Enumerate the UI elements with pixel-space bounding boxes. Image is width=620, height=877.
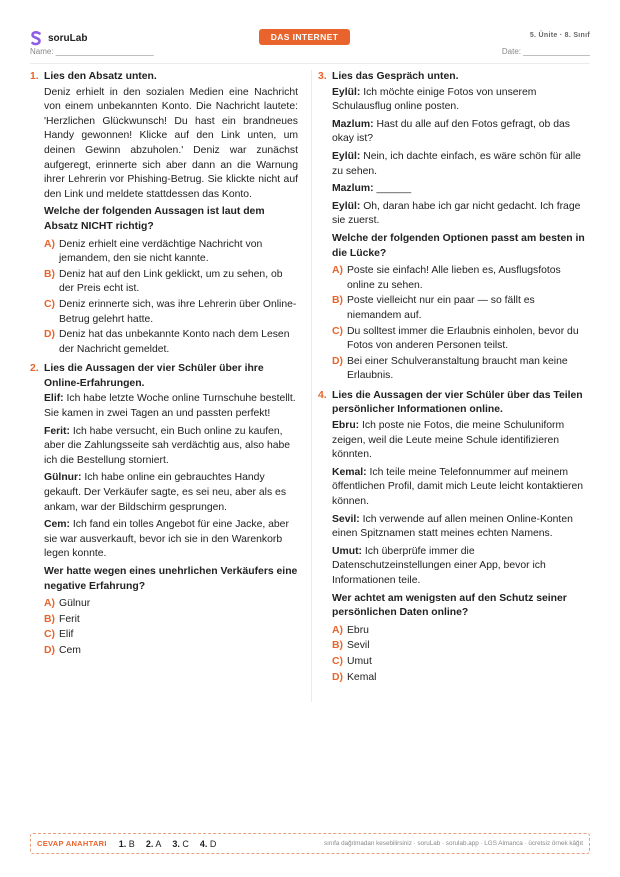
dialogue-line <box>332 86 586 115</box>
question-prompt: Wer hatte wegen eines unehrlichen Verkäufers eine negative Erfahrung? <box>44 566 298 592</box>
footer-note: sınıfa dağıtmadan kesebilirsiniz · soruLab · sorulab.app · LGS Almanca · ücretsiz örnek kâğıt <box>324 840 583 847</box>
option-text: Kemal <box>347 671 377 683</box>
answer-option-a[interactable] <box>44 238 298 267</box>
option-text: Deniz erinnerte sich, was ihre Lehrerin über Online-Betrug gelehrt hatte. <box>59 298 297 325</box>
statement-text: Ich habe letzte Woche online Turnschuhe bestellt. Sie kamen in zwei Tagen an und passten perfekt! <box>44 393 296 420</box>
left-column <box>30 70 298 664</box>
option-letter: A) <box>332 265 343 277</box>
option-letter: C) <box>44 298 55 310</box>
option-text: Cem <box>59 644 81 656</box>
speaker-name: Mazlum: <box>332 183 374 195</box>
statement <box>44 392 298 421</box>
statement-text: Ich fand ein tolles Angebot für eine Jacke, aber sie war ausverkauft, bevor ich sie in den Warenkorb legen konnte. <box>44 519 289 560</box>
brand-name: soruLab <box>48 33 88 44</box>
question-3 <box>318 70 586 384</box>
question-2 <box>30 362 298 658</box>
speaker-name: Ferit: <box>44 425 70 437</box>
answer-key-item <box>119 839 135 849</box>
statement <box>332 419 586 463</box>
question-title: Lies die Aussagen der vier Schüler über ihre Online-Erfahrungen. <box>44 363 264 389</box>
dialogue-line <box>332 150 586 179</box>
question-number: 4. <box>318 389 327 401</box>
option-letter: C) <box>332 655 343 667</box>
answer-value: C <box>182 838 189 849</box>
option-letter: B) <box>332 640 343 652</box>
option-letter: B) <box>44 268 55 280</box>
option-text: Ferit <box>59 613 80 625</box>
question-prompt: Wer achtet am wenigsten auf den Schutz seiner persönlichen Daten online? <box>332 592 567 619</box>
question-1 <box>30 70 298 357</box>
answer-option-d[interactable] <box>332 671 586 686</box>
option-text: Poste sie einfach! Alle lieben es, Ausflugsfotos online zu sehen. <box>347 265 561 291</box>
option-letter: C) <box>332 325 343 337</box>
speaker-name: Mazlum: <box>332 118 374 130</box>
option-letter: D) <box>44 329 55 341</box>
statement <box>332 513 586 542</box>
unit-grade-label: 5. Ünite · 8. Sınıf <box>529 32 590 39</box>
topic-badge: DAS INTERNET <box>259 29 350 45</box>
answer-key-title: CEVAP ANAHTARI <box>37 839 107 848</box>
option-text: Elif <box>59 629 74 641</box>
option-text: Umut <box>347 655 372 667</box>
option-letter: D) <box>332 671 343 683</box>
speaker-name: Gülnur: <box>44 472 82 484</box>
answer-option-b[interactable] <box>44 268 298 297</box>
option-text: Poste vielleicht nur ein paar — so fällt es niemandem auf. <box>347 295 535 321</box>
answer-option-d[interactable] <box>44 328 298 357</box>
statement <box>44 425 298 469</box>
dialogue-line <box>332 118 586 147</box>
option-letter: D) <box>332 355 343 367</box>
option-text: Deniz hat auf den Link geklickt, um zu sehen, ob der Preis echt ist. <box>59 268 283 295</box>
answer-option-c[interactable] <box>44 298 298 327</box>
option-text: Deniz hat das unbekannte Konto nach dem Lesen der Nachricht gemeldet. <box>59 329 290 355</box>
right-column <box>318 70 586 690</box>
dialogue-text: Hast du alle auf den Fotos gefragt, ob das okay ist? <box>332 118 570 145</box>
answer-option-c[interactable] <box>332 655 586 670</box>
answer-value: D <box>209 838 217 849</box>
answer-key <box>30 833 590 854</box>
statement <box>44 471 298 515</box>
speaker-name: Eylül: <box>332 150 361 162</box>
statement-text: Ich überprüfe immer die Datenschutzeinstellungen einer App, bevor ich Informationen teile. <box>332 545 546 586</box>
statement-text: Ich habe versucht, ein Buch online zu kaufen, aber die Zahlungsseite sah verdächtig aus, also habe ich die Bestellung storniert. <box>44 425 291 466</box>
answer-value: B <box>128 838 135 849</box>
answer-option-b[interactable] <box>332 639 586 654</box>
question-number: 3. <box>318 71 327 82</box>
statement-text: Ich poste nie Fotos, die meine Schuluniform zeigen, weil die Leute meine Schule identifizieren könnten. <box>332 420 565 461</box>
option-letter: A) <box>44 598 55 610</box>
question-prompt: Welche der folgenden Optionen passt am besten in die Lücke? <box>332 232 585 259</box>
option-text: Deniz erhielt eine verdächtige Nachricht von jemandem, den sie nicht kannte. <box>59 238 263 265</box>
answer-option-a[interactable] <box>44 597 298 612</box>
speaker-name: Umut: <box>332 545 363 557</box>
dialogue-line <box>332 200 586 229</box>
option-text: Ebru <box>347 624 369 636</box>
answer-key-item <box>172 839 189 849</box>
answer-option-c[interactable] <box>44 628 298 643</box>
answer-option-d[interactable] <box>44 644 298 659</box>
option-text: Du solltest immer die Erlaubnis einholen, bevor du Fotos von anderen Personen teilst. <box>347 325 579 352</box>
option-text: Gülnur <box>59 598 91 610</box>
answer-num: 2. <box>145 838 154 849</box>
column-divider <box>311 70 312 702</box>
question-title: Lies den Absatz unten. <box>44 71 157 82</box>
question-prompt: Welche der folgenden Aussagen ist laut dem Absatz NICHT richtig? <box>44 206 265 232</box>
option-text: Bei einer Schulveranstaltung braucht man keine Erlaubnis. <box>347 355 568 382</box>
answer-option-b[interactable] <box>332 294 586 323</box>
dialogue-text: Ich möchte einige Fotos von unserem Schulausflug online posten. <box>332 86 537 113</box>
question-title: Lies die Aussagen der vier Schüler über das Teilen persönlicher Informationen online. <box>332 389 583 416</box>
answer-option-b[interactable] <box>44 613 298 628</box>
option-text: Sevil <box>347 640 370 652</box>
name-field: Name: ______________________ <box>30 47 154 56</box>
speaker-name: Cem: <box>44 519 70 531</box>
speaker-name: Sevil: <box>332 513 360 525</box>
answer-key-item <box>200 839 217 849</box>
question-number: 1. <box>30 71 39 82</box>
statement-text: Ich teile meine Telefonnummer auf meinem öffentlichen Profil, damit mich Leute leicht kontaktieren können. <box>332 466 584 508</box>
question-4 <box>318 389 586 685</box>
answer-value: A <box>155 838 162 849</box>
answer-option-a[interactable] <box>332 264 586 293</box>
speaker-name: Eylül: <box>332 86 361 98</box>
dialogue-gap: ______ <box>376 183 412 195</box>
statement <box>44 518 298 562</box>
option-letter: D) <box>44 644 55 656</box>
passage-text: Deniz erhielt in den sozialen Medien eine Nachricht von einem unbekannten Konto. Die Nachricht lautete: 'Herzlichen Glückwunsch! Du hast ein brandneues Handy gewonnen! Klicke auf den Link unten, um deinen Gewinn abzuholen.' Deniz war zunächst aufgeregt, erinnerte sich aber dann an die Warnung ihrer Lehrerin vor Phishing-Betrug. Sie klickte nicht auf den Link und meldete stattdessen das Konto. <box>44 86 298 200</box>
dialogue-line <box>332 182 586 197</box>
answer-option-d[interactable] <box>332 355 586 384</box>
option-letter: C) <box>44 629 55 641</box>
answer-num: 3. <box>172 838 180 849</box>
answer-num: 1. <box>118 838 127 849</box>
answer-option-a[interactable] <box>332 624 586 639</box>
date-field: Date: _______________ <box>501 47 590 56</box>
answer-key-item <box>146 839 162 849</box>
question-title: Lies das Gespräch unten. <box>332 71 459 82</box>
statement-text: Ich habe online ein gebrauchtes Handy gekauft. Der Verkäufer sagte, es sei neu, aber als es ankam, war der Bildschirm gesprungen. <box>44 472 287 513</box>
speaker-name: Ebru: <box>332 420 360 432</box>
option-letter: A) <box>332 624 343 636</box>
statement-text: Ich verwende auf allen meinen Online-Konten einen Spitznamen statt meines echten Namens. <box>332 513 573 540</box>
statement <box>332 466 586 510</box>
answer-option-c[interactable] <box>332 325 586 354</box>
question-number: 2. <box>30 363 39 375</box>
speaker-name: Kemal: <box>332 466 367 478</box>
option-letter: A) <box>44 238 55 250</box>
answer-num: 4. <box>199 838 208 849</box>
option-letter: B) <box>44 613 55 625</box>
option-letter: B) <box>332 295 343 307</box>
header-divider <box>30 63 590 64</box>
speaker-name: Eylül: <box>332 200 361 212</box>
logo-icon <box>30 31 42 46</box>
statement <box>332 545 586 589</box>
page-header <box>30 28 590 62</box>
speaker-name: Elif: <box>44 393 64 405</box>
dialogue-text: Oh, daran habe ich gar nicht gedacht. Ich frage sie zuerst. <box>332 200 581 227</box>
brand-logo <box>30 31 87 46</box>
dialogue-text: Nein, ich dachte einfach, es wäre schön für alle zu sehen. <box>332 150 581 177</box>
